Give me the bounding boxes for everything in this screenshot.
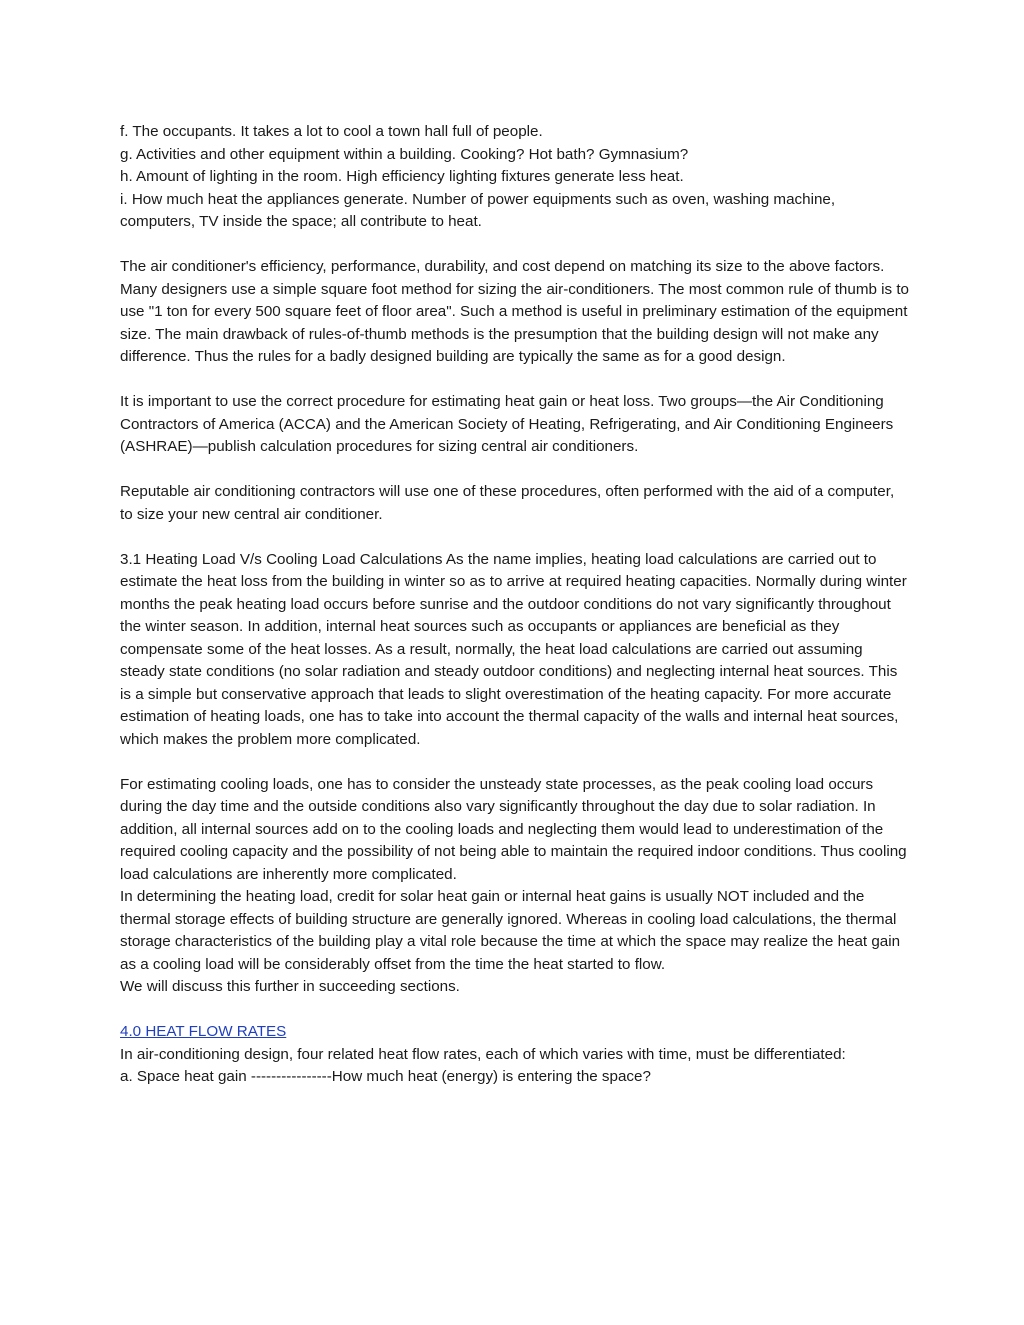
paragraph-heating-load: 3.1 Heating Load V/s Cooling Load Calculations As the name implies, heating load calculations are carried out to estimate the heat loss from the building in winter so as to arrive at required heating capacities. Normally during winter months the peak heating load occurs before sunrise and the outdoor conditions do not vary significantly throughout the winter season. In addition, internal heat sources such as occupants or appliances are beneficial as they compensate some of the heat losses. As a result, normally, the heat load calculations are carried out assuming steady state conditions (no solar radiation and steady outdoor conditions) and neglecting internal heat sources. This is a simple but conservative approach that leads to slight overestimation of the heating capacity. For more accurate estimation of heating loads, one has to take into account the thermal capacity of the walls and internal heat sources, which makes the problem more complicated. — [120, 550, 907, 748]
paragraph-procedure: It is important to use the correct procedure for estimating heat gain or heat loss. Two groups—the Air Conditioning Contractors of America (ACCA) and the American Society of Heating, Refrigerating, and Air Conditioning Engineers (ASHRAE)—publish calculation procedures for sizing central air conditioners. — [120, 393, 894, 455]
list-item-g: g. Activities and other equipment within a building. Cooking? Hot bath? Gymnasium? — [120, 145, 689, 163]
list-item-f: f. The occupants. It takes a lot to cool a town hall full of people. — [120, 123, 543, 140]
paragraph-determining: In determining the heating load, credit for solar heat gain or internal heat gains is usually NOT included and the thermal storage effects of building structure are generally ignored. Whereas in cooling load calculations, the thermal storage characteristics of the building play a vital role because the time at which the space may realize the heat gain as a cooling load will be considerably offset from the time the heat started to flow. — [120, 888, 901, 973]
paragraph-discuss: We will discuss this further in succeeding sections. — [120, 978, 460, 995]
paragraph-contractors: Reputable air conditioning contractors will use one of these procedures, often performed with the aid of a computer, to size your new central air conditioner. — [120, 483, 895, 523]
document-page — [120, 121, 910, 1089]
list-item-h: h. Amount of lighting in the room. High efficiency lighting fixtures generate less heat. — [120, 168, 684, 185]
section-heading — [120, 1021, 910, 1044]
paragraph-spacer — [120, 526, 910, 549]
paragraph-spacer — [120, 459, 910, 482]
paragraph-efficiency: The air conditioner's efficiency, performance, durability, and cost depend on matching its size to the above factors. Many designers use a simple square foot method for sizing the air-conditioners. The most common rule of thumb is to use "1 ton for every 500 square feet of floor area". Such a method is useful in preliminary estimation of the equipment size. The main drawback of rules-of-thumb methods is the presumption that the building design will not make any difference. Thus the rules for a badly designed building are typically the same as for a good design. — [120, 258, 910, 365]
list-item-a: a. Space heat gain ----------------How much heat (energy) is entering the space? — [120, 1068, 651, 1085]
section-heading-link[interactable]: 4.0 HEAT FLOW RATES — [120, 1023, 287, 1040]
paragraph-heat-flow: In air-conditioning design, four related heat flow rates, each of which varies with time, must be differentiated: — [120, 1045, 846, 1063]
paragraph-spacer — [120, 234, 910, 257]
paragraph-spacer — [120, 999, 910, 1022]
paragraph-cooling-load: For estimating cooling loads, one has to consider the unsteady state processes, as the peak cooling load occurs during the day time and the outside conditions also vary significantly throughout the day due to solar radiation. In addition, all internal sources add on to the cooling loads and neglecting them would lead to underestimation of the required cooling capacity and the possibility of not being able to maintain the required indoor conditions. Thus cooling load calculations are inherently more complicated. — [120, 775, 907, 883]
list-item-i: i. How much heat the appliances generate. Number of power equipments such as oven, washing machine, computers, TV inside the space; all contribute to heat. — [120, 190, 836, 230]
paragraph-spacer — [120, 751, 910, 774]
paragraph-spacer — [120, 369, 910, 392]
